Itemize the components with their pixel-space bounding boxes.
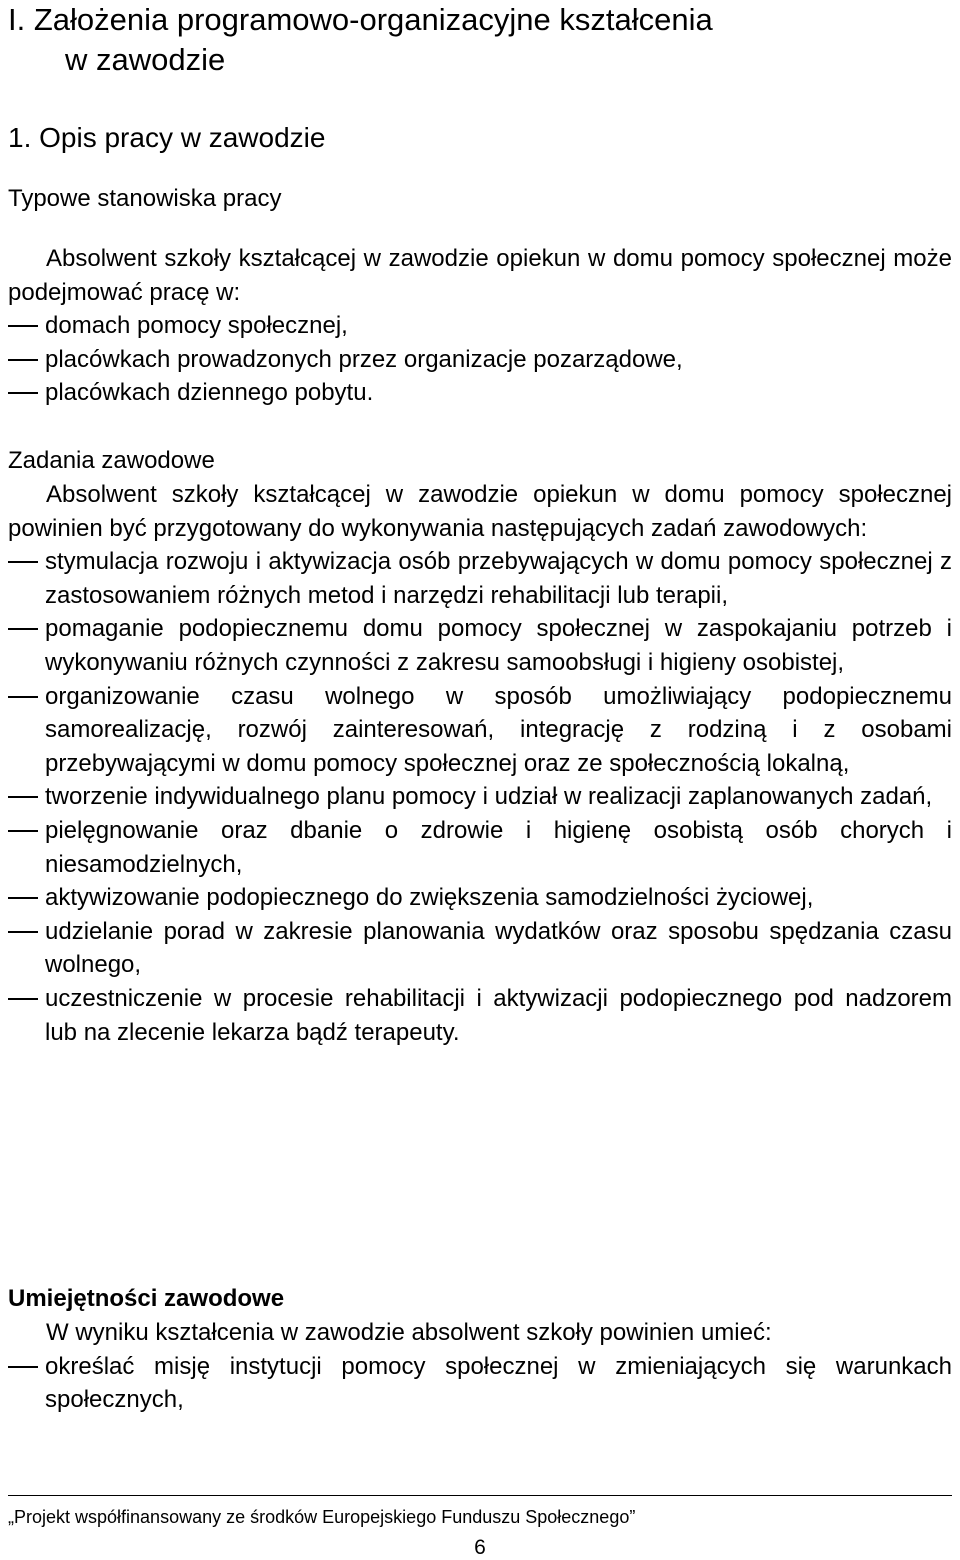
skills-list [8,1350,952,1417]
dash-bullet [8,628,38,630]
chapter-title-line-1: I. Założenia programowo-organizacyjne kształcenia [8,2,713,37]
skills-intro: W wyniku kształcenia w zawodzie absolwent szkoły powinien umieć: [46,1319,772,1346]
list-item: uczestniczenie w procesie rehabilitacji i aktywizacji podopiecznego pod nadzorem lub na zlecenie lekarza bądź terapeuty. [8,982,952,1049]
list-item: placówkach prowadzonych przez organizacje pozarządowe, [8,343,952,377]
footer-text: „Projekt współfinansowany ze środków Europejskiego Funduszu Społecznego” [8,1507,636,1527]
workplaces-section [8,242,952,410]
dash-bullet [8,325,38,327]
list-item: stymulacja rozwoju i aktywizacja osób przebywających w domu pomocy społecznej z zastosowaniem różnych metod i narzędzi rehabilitacji lub terapii, [8,545,952,612]
dash-bullet [8,359,38,361]
footer-divider [8,1495,952,1496]
section-title: 1. Opis pracy w zawodzie [8,122,326,153]
tasks-list [8,545,952,1049]
dash-bullet [8,998,38,1000]
list-item: udzielanie porad w zakresie planowania wydatków oraz sposobu spędzania czasu wolnego, [8,915,952,982]
dash-bullet [8,931,38,933]
list-item: aktywizowanie podopiecznego do zwiększenia samodzielności życiowej, [8,881,952,915]
workplaces-list [8,309,952,410]
tasks-section [8,478,952,1049]
workplaces-intro: Absolwent szkoły kształcącej w zawodzie opiekun w domu pomocy społecznej może podejmować pracę w: [8,245,952,306]
dash-bullet [8,392,38,394]
skills-heading: Umiejętności zawodowe [8,1285,285,1312]
workplaces-heading: Typowe stanowiska pracy [8,185,282,212]
tasks-intro: Absolwent szkoły kształcącej w zawodzie opiekun w domu pomocy społecznej powinien być przygotowany do wykonywania następujących zadań zawodowych: [8,481,952,542]
list-item: placówkach dziennego pobytu. [8,376,952,410]
page-number: 6 [474,1536,486,1559]
chapter-title-line-2: w zawodzie [65,42,226,77]
list-item: pielęgnowanie oraz dbanie o zdrowie i higienę osobistą osób chorych i niesamodzielnych, [8,814,952,881]
list-item: pomaganie podopiecznemu domu pomocy społecznej w zaspokajaniu potrzeb i wykonywaniu różnych czynności z zakresu samoobsługi i higieny osobistej, [8,612,952,679]
list-item: organizowanie czasu wolnego w sposób umożliwiający podopiecznemu samorealizację, rozwój zainteresowań, integrację z rodziną i z osobami przebywającymi w domu pomocy społecznej oraz ze społecznością lokalną, [8,680,952,781]
list-item: tworzenie indywidualnego planu pomocy i udział w realizacji zaplanowanych zadań, [8,780,952,814]
dash-bullet [8,561,38,563]
list-item: określać misję instytucji pomocy społecznej w zmieniających się warunkach społecznych, [8,1350,952,1417]
tasks-heading: Zadania zawodowe [8,447,215,474]
dash-bullet [8,796,38,798]
dash-bullet [8,696,38,698]
dash-bullet [8,897,38,899]
skills-section [8,1316,952,1417]
chapter-title [8,0,952,80]
dash-bullet [8,830,38,832]
list-item: domach pomocy społecznej, [8,309,952,343]
dash-bullet [8,1366,38,1368]
